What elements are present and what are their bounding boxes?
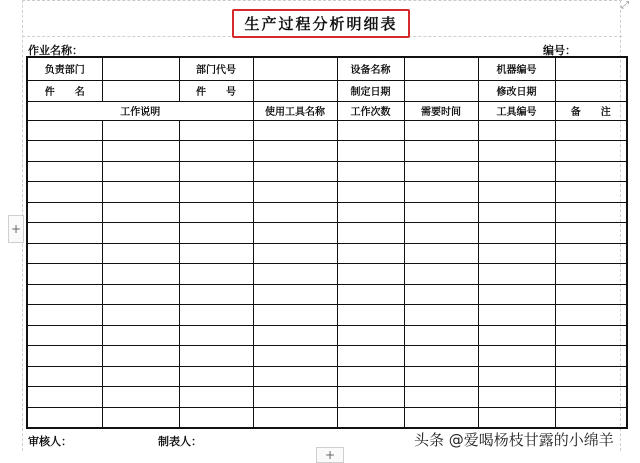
table-cell[interactable]: [102, 202, 179, 223]
table-row: [27, 407, 627, 428]
part-no-label-cell: 件 号: [179, 80, 253, 101]
table-cell[interactable]: [102, 325, 179, 346]
dept-code-label-cell: 部门代号: [179, 57, 253, 80]
table-cell[interactable]: [478, 202, 555, 223]
table-cell[interactable]: [404, 161, 478, 182]
equipment-label-cell: 设备名称: [337, 57, 404, 80]
table-cell[interactable]: [404, 120, 478, 141]
table-row: [27, 325, 627, 346]
table-cell[interactable]: [337, 284, 404, 305]
table-cell[interactable]: [253, 305, 337, 326]
table-cell[interactable]: [27, 305, 102, 326]
table-cell[interactable]: [555, 243, 627, 264]
modified-date-label-cell: 修改日期: [478, 80, 555, 101]
table-cell[interactable]: [555, 305, 627, 326]
table-cell[interactable]: [179, 202, 253, 223]
table-cell[interactable]: [404, 202, 478, 223]
table-cell[interactable]: [179, 305, 253, 326]
table-cell[interactable]: [179, 264, 253, 285]
table-row: [27, 141, 627, 162]
table-cell[interactable]: [179, 182, 253, 203]
table-cell[interactable]: [337, 305, 404, 326]
table-cell[interactable]: [555, 202, 627, 223]
part-name-value-cell[interactable]: [102, 80, 179, 101]
tool-name-header: 使用工具名称: [253, 101, 337, 120]
dept-label-cell: 负责部门: [27, 57, 102, 80]
table-cell[interactable]: [337, 141, 404, 162]
table-body: [27, 120, 627, 428]
table-cell[interactable]: [404, 346, 478, 367]
table-cell[interactable]: [27, 366, 102, 387]
table-cell[interactable]: [179, 161, 253, 182]
table-cell[interactable]: [253, 264, 337, 285]
table-cell[interactable]: [337, 202, 404, 223]
page-top-guide: [22, 0, 622, 1]
table-row: [27, 366, 627, 387]
table-cell[interactable]: [27, 346, 102, 367]
maker-label: 制表人：: [158, 435, 202, 448]
table-cell[interactable]: [179, 223, 253, 244]
made-date-label-cell: 制定日期: [337, 80, 404, 101]
document-title: 生产过程分析明细表: [232, 9, 410, 38]
table-cell[interactable]: [555, 407, 627, 428]
table-cell[interactable]: [337, 182, 404, 203]
work-desc-header: 工作说明: [27, 101, 253, 120]
table-cell[interactable]: [27, 202, 102, 223]
table-row: [27, 223, 627, 244]
table-cell[interactable]: [102, 264, 179, 285]
table-cell[interactable]: [478, 284, 555, 305]
table-cell[interactable]: [555, 141, 627, 162]
table-cell[interactable]: [555, 346, 627, 367]
table-cell[interactable]: [478, 182, 555, 203]
table-cell[interactable]: [102, 161, 179, 182]
info-row: [27, 57, 627, 80]
table-cell[interactable]: [555, 161, 627, 182]
table-cell[interactable]: [102, 243, 179, 264]
table-cell[interactable]: [179, 243, 253, 264]
table-cell[interactable]: [478, 120, 555, 141]
table-cell[interactable]: [478, 264, 555, 285]
table-cell[interactable]: [478, 387, 555, 408]
table-cell[interactable]: [555, 387, 627, 408]
table-cell[interactable]: [404, 264, 478, 285]
table-cell[interactable]: [102, 223, 179, 244]
table-row: [27, 284, 627, 305]
table-cell[interactable]: [478, 346, 555, 367]
table-cell[interactable]: [179, 346, 253, 367]
time-needed-header: 需要时间: [404, 101, 478, 120]
table-cell[interactable]: [404, 243, 478, 264]
table-cell[interactable]: [337, 223, 404, 244]
remarks-header: 备 注: [555, 101, 627, 120]
resize-corner-icon[interactable]: ⤢: [621, 0, 629, 11]
table-cell[interactable]: [337, 387, 404, 408]
column-header-row: [27, 101, 627, 120]
table-cell[interactable]: [555, 264, 627, 285]
table-cell[interactable]: [478, 223, 555, 244]
table-cell[interactable]: [555, 120, 627, 141]
work-count-header: 工作次数: [337, 101, 404, 120]
table-cell[interactable]: [253, 161, 337, 182]
table-cell[interactable]: [179, 325, 253, 346]
table-cell[interactable]: [253, 407, 337, 428]
table-cell[interactable]: [179, 141, 253, 162]
table-row: [27, 120, 627, 141]
table-cell[interactable]: [102, 120, 179, 141]
table-cell[interactable]: [337, 120, 404, 141]
table-cell[interactable]: [179, 120, 253, 141]
table-cell[interactable]: [27, 243, 102, 264]
table-cell[interactable]: [555, 325, 627, 346]
table-cell[interactable]: [337, 407, 404, 428]
table-cell[interactable]: [27, 407, 102, 428]
table-row: [27, 264, 627, 285]
table-row: [27, 387, 627, 408]
table-cell[interactable]: [179, 366, 253, 387]
table-cell[interactable]: [102, 182, 179, 203]
table-cell[interactable]: [253, 202, 337, 223]
table-row: [27, 182, 627, 203]
watermark-text: 头条 @爱喝杨枝甘露的小绵羊: [414, 431, 614, 449]
process-analysis-table: [26, 56, 628, 429]
table-cell[interactable]: [404, 223, 478, 244]
table-cell[interactable]: [27, 284, 102, 305]
table-cell[interactable]: [337, 243, 404, 264]
reviewer-label: 审核人：: [28, 435, 72, 448]
dept-value-cell[interactable]: [102, 57, 179, 80]
table-cell[interactable]: [404, 284, 478, 305]
table-cell[interactable]: [404, 407, 478, 428]
table-cell[interactable]: [404, 305, 478, 326]
plus-icon[interactable]: +: [316, 447, 344, 463]
tool-number-header: 工具编号: [478, 101, 555, 120]
table-cell[interactable]: [27, 161, 102, 182]
table-cell[interactable]: [404, 141, 478, 162]
table-cell[interactable]: [404, 182, 478, 203]
table-cell[interactable]: [27, 182, 102, 203]
table-row: [27, 202, 627, 223]
part-name-label-cell: 件 名: [27, 80, 102, 101]
table-cell[interactable]: [253, 141, 337, 162]
table-cell[interactable]: [253, 387, 337, 408]
table-cell[interactable]: [253, 284, 337, 305]
table-cell[interactable]: [555, 223, 627, 244]
table-cell[interactable]: [337, 366, 404, 387]
table-cell[interactable]: [102, 346, 179, 367]
plus-icon[interactable]: +: [8, 215, 24, 243]
table-cell[interactable]: [179, 387, 253, 408]
table-cell[interactable]: [179, 407, 253, 428]
table-cell[interactable]: [102, 387, 179, 408]
table-cell[interactable]: [253, 325, 337, 346]
table-cell[interactable]: [337, 346, 404, 367]
number-label: 编号：: [543, 44, 576, 57]
table-cell[interactable]: [478, 325, 555, 346]
dept-code-value-cell[interactable]: [253, 57, 337, 80]
table-cell[interactable]: [555, 366, 627, 387]
table-cell[interactable]: [253, 346, 337, 367]
table-cell[interactable]: [102, 366, 179, 387]
table-cell[interactable]: [102, 284, 179, 305]
table-cell[interactable]: [337, 325, 404, 346]
table-cell[interactable]: [27, 387, 102, 408]
table-cell[interactable]: [555, 182, 627, 203]
table-cell[interactable]: [555, 284, 627, 305]
table-cell[interactable]: [337, 264, 404, 285]
table-row: [27, 161, 627, 182]
work-name-label: 作业名称：: [28, 44, 83, 57]
table-cell[interactable]: [478, 305, 555, 326]
table-cell[interactable]: [337, 161, 404, 182]
table-cell[interactable]: [253, 120, 337, 141]
made-date-value-cell[interactable]: [404, 80, 478, 101]
table-cell[interactable]: [102, 141, 179, 162]
table-cell[interactable]: [478, 243, 555, 264]
table-cell[interactable]: [478, 407, 555, 428]
table-cell[interactable]: [102, 305, 179, 326]
table-row: [27, 346, 627, 367]
table-row: [27, 243, 627, 264]
table-cell[interactable]: [27, 325, 102, 346]
table-cell[interactable]: [404, 387, 478, 408]
machine-no-label-cell: 机器编号: [478, 57, 555, 80]
table-row: [27, 305, 627, 326]
machine-no-value-cell[interactable]: [555, 57, 627, 80]
table-cell[interactable]: [478, 161, 555, 182]
table-cell[interactable]: [404, 366, 478, 387]
table-cell[interactable]: [27, 120, 102, 141]
table-cell[interactable]: [478, 141, 555, 162]
modified-date-value-cell[interactable]: [555, 80, 627, 101]
table-cell[interactable]: [179, 284, 253, 305]
table-cell[interactable]: [102, 407, 179, 428]
table-cell[interactable]: [253, 223, 337, 244]
table-cell[interactable]: [27, 264, 102, 285]
table-cell[interactable]: [253, 182, 337, 203]
equipment-value-cell[interactable]: [404, 57, 478, 80]
table-cell[interactable]: [478, 366, 555, 387]
part-no-value-cell[interactable]: [253, 80, 337, 101]
table-cell[interactable]: [27, 141, 102, 162]
table-cell[interactable]: [253, 366, 337, 387]
table-cell[interactable]: [27, 223, 102, 244]
table-cell[interactable]: [253, 243, 337, 264]
table-cell[interactable]: [404, 325, 478, 346]
info-row: [27, 80, 627, 101]
